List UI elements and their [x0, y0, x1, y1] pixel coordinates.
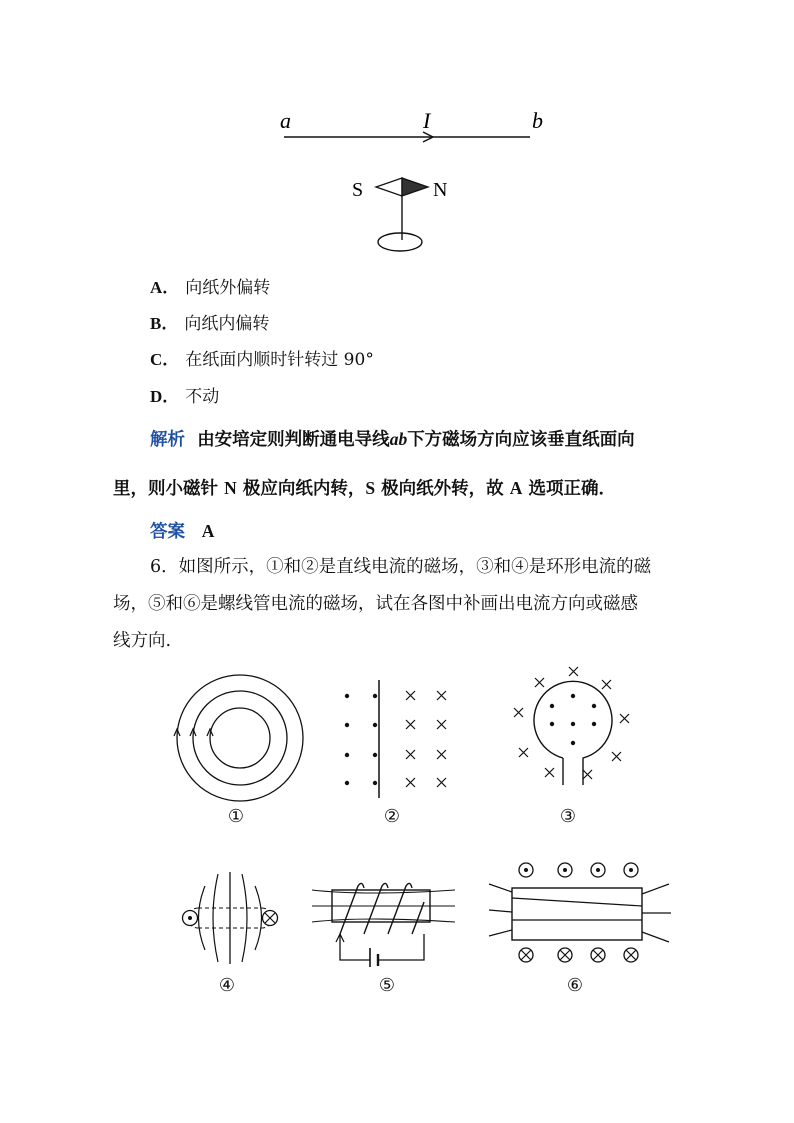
analysis-line-1: 解析 由安培定则判断通电导线ab下方磁场方向应该垂直纸面向 — [150, 429, 635, 450]
label-a: a — [280, 108, 291, 133]
option-b — [150, 313, 269, 335]
option-b-letter: B． — [150, 314, 179, 333]
answer-value: A — [201, 521, 215, 541]
caption-5: ⑤ — [378, 975, 396, 996]
option-c-text: 在纸面内顺时针转过 90° — [185, 350, 374, 370]
figure-2-straight-wire-field — [335, 680, 455, 805]
answer-line — [150, 518, 214, 543]
caption-3: ③ — [559, 806, 577, 827]
figure-1-concentric-field — [170, 668, 310, 808]
needle-north-half — [402, 178, 428, 196]
label-S: S — [352, 179, 364, 201]
option-d-text: 不动 — [185, 387, 220, 407]
analysis-line-2: 里，则小磁针 N 极应向纸内转，S 极向纸外转，故 A 选项正确． — [113, 478, 616, 499]
question6-line-2: 场，⑤和⑥是螺线管电流的磁场，试在各图中补画出电流方向或磁感 — [113, 594, 638, 614]
needle-base — [378, 233, 422, 251]
figure-6-solenoid-field — [485, 856, 675, 968]
question6-line-3: 线方向. — [113, 631, 172, 651]
option-a-letter: A． — [150, 278, 180, 297]
option-b-text: 向纸内偏转 — [184, 314, 270, 334]
label-b: b — [532, 108, 543, 133]
caption-2: ② — [383, 806, 401, 827]
label-I: I — [423, 108, 431, 133]
option-a-text: 向纸外偏转 — [185, 278, 271, 298]
option-c-letter: C． — [150, 350, 180, 369]
caption-1: ① — [227, 806, 245, 827]
answer-tag: 答案 — [150, 522, 185, 542]
figure-4-loop-section-field — [170, 872, 290, 967]
caption-6: ⑥ — [566, 975, 584, 996]
figure-3-current-loop-field — [505, 660, 640, 805]
option-d-letter: D． — [150, 387, 180, 406]
label-N: N — [433, 179, 448, 201]
figure-5-solenoid-with-battery — [310, 872, 460, 967]
needle-south-half — [376, 178, 402, 196]
option-d — [150, 386, 219, 408]
question6-line-1: 6．如图所示，①和②是直线电流的磁场，③和④是环形电流的磁 — [150, 557, 652, 577]
analysis-tag: 解析 — [150, 430, 185, 450]
option-c — [150, 349, 374, 371]
wire-compass-figure — [270, 100, 570, 260]
caption-4: ④ — [218, 975, 236, 996]
option-a — [150, 277, 270, 299]
